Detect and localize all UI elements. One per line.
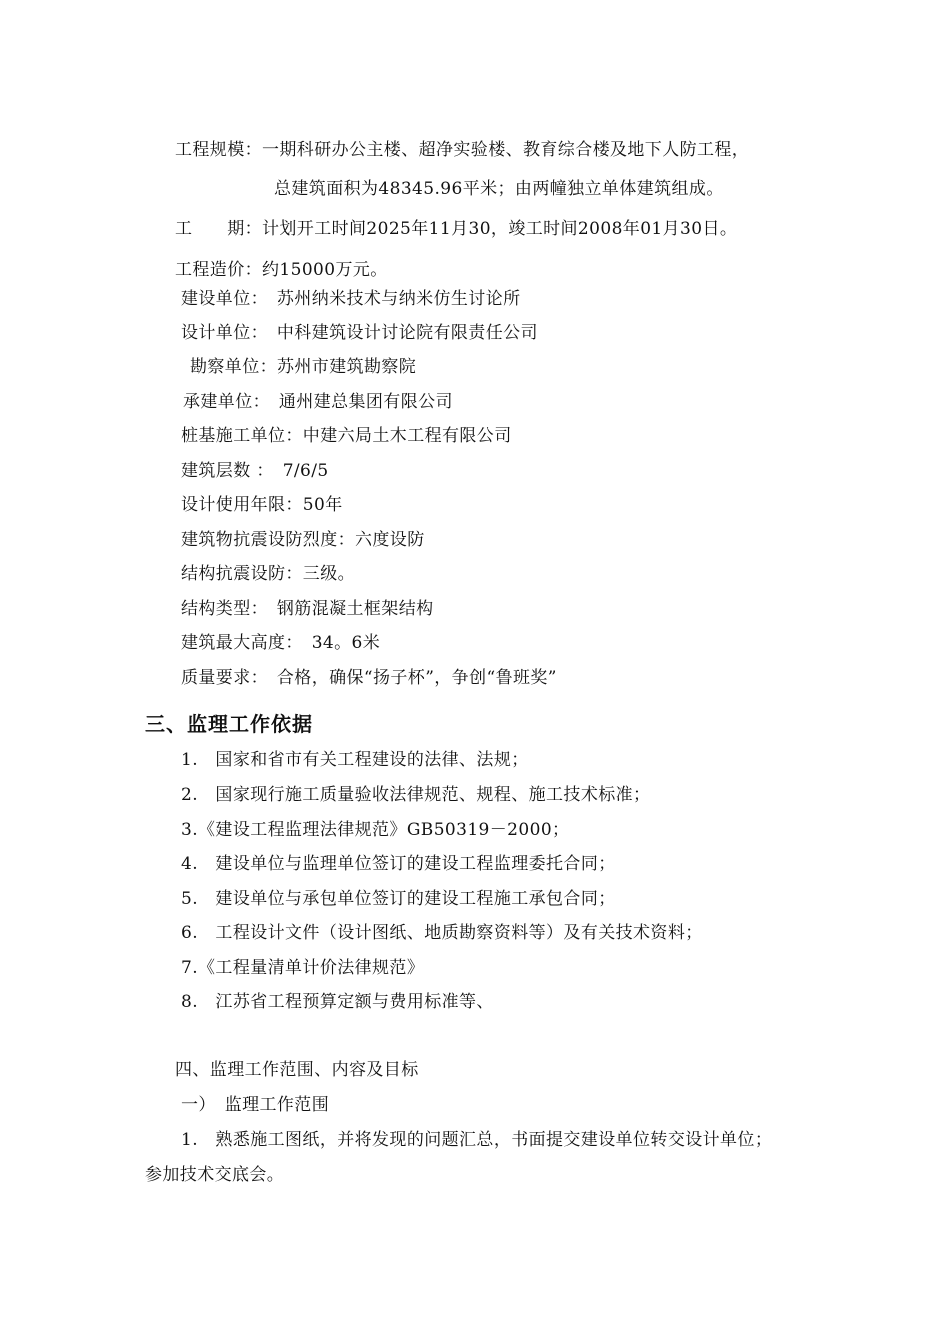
project-surveyor: 勘察单位：苏州市建筑勘察院 (190, 357, 417, 377)
project-contractor: 承建单位： 通州建总集团有限公司 (183, 392, 453, 412)
basis-item-5: 5. 建设单位与承包单位签订的建设工程施工承包合同； (181, 889, 616, 909)
project-max-height: 建筑最大高度： 34。6米 (181, 633, 381, 653)
project-structure-type: 结构类型： 钢筋混凝土框架结构 (181, 599, 434, 619)
section4-subheading: 一） 监理工作范围 (181, 1095, 330, 1115)
project-cost: 工程造价：约15000万元。 (175, 260, 388, 280)
project-scale-line2: 总建筑面积为48345.96平米；由两幢独立单体建筑组成。 (274, 179, 724, 199)
project-owner: 建设单位： 苏州纳米技术与纳米仿生讨论所 (181, 289, 521, 309)
project-seismic-intensity: 建筑物抗震设防烈度：六度设防 (181, 530, 425, 550)
project-pile-contractor: 桩基施工单位：中建六局土木工程有限公司 (181, 426, 512, 446)
basis-item-2: 2. 国家现行施工质量验收法律规范、规程、施工技术标准； (181, 785, 651, 805)
basis-item-7: 7.《工程量清单计价法律规范》 (181, 958, 425, 978)
basis-item-1: 1. 国家和省市有关工程建设的法律、法规； (181, 750, 529, 770)
project-quality: 质量要求： 合格，确保“扬子杯”，争创“鲁班奖” (181, 668, 557, 688)
section3-heading: 三、监理工作依据 (145, 712, 313, 736)
scope-item-1-line2: 参加技术交底会。 (145, 1165, 285, 1185)
project-design-life: 设计使用年限：50年 (181, 495, 343, 515)
project-designer: 设计单位： 中科建筑设计讨论院有限责任公司 (181, 323, 538, 343)
section4-heading: 四、监理工作范围、内容及目标 (175, 1060, 419, 1080)
project-scale-line1: 工程规模：一期科研办公主楼、超净实验楼、教育综合楼及地下人防工程， (175, 140, 750, 160)
project-seismic-grade: 结构抗震设防：三级。 (181, 564, 355, 584)
basis-item-3: 3.《建设工程监理法律规范》GB50319－2000； (181, 820, 570, 840)
project-floors: 建筑层数 ： 7/6/5 (181, 461, 329, 481)
basis-item-8: 8. 江苏省工程预算定额与费用标准等、 (181, 992, 494, 1012)
scope-item-1-line1: 1. 熟悉施工图纸，并将发现的问题汇总，书面提交建设单位转交设计单位； (181, 1130, 773, 1150)
basis-item-4: 4. 建设单位与监理单位签订的建设工程监理委托合同； (181, 854, 616, 874)
basis-item-6: 6. 工程设计文件（设计图纸、地质勘察资料等）及有关技术资料； (181, 923, 703, 943)
project-period: 工 期：计划开工时间2025年11月30，竣工时间2008年01月30日。 (175, 219, 738, 239)
